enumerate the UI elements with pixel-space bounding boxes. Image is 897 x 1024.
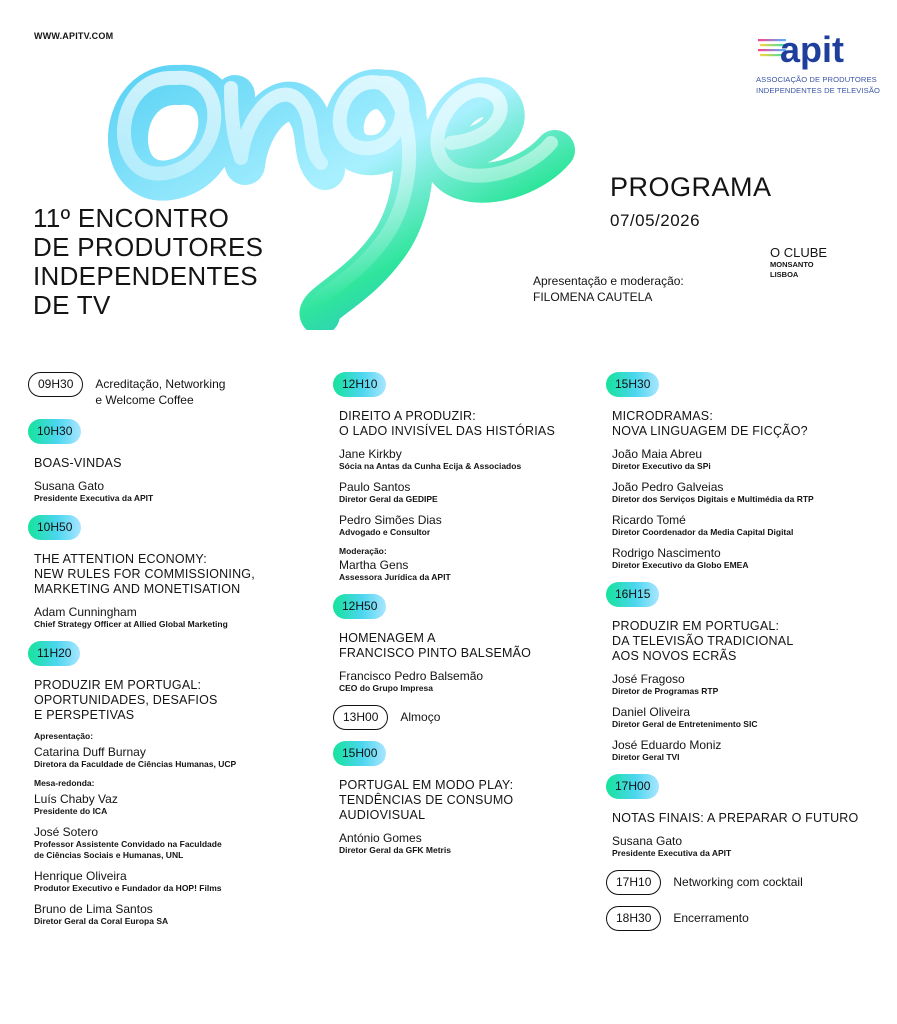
session-title-line: OPORTUNIDADES, DESAFIOS [34,693,218,707]
speaker-role: Sócia na Antas da Cunha Ecija & Associados [339,461,522,471]
speaker [339,513,593,538]
session-title [34,552,308,597]
logo-subtitle-line: INDEPENDENTES DE TELEVISÃO [756,85,880,95]
schedule-session [606,372,891,571]
speaker-role: Diretor Geral TVI [612,752,680,762]
event-title-line: INDEPENDENTES [33,261,258,291]
event-title-line: DE TV [33,290,111,320]
schedule-column-1 [28,372,308,938]
venue-line: MONSANTO [770,260,814,269]
speaker-role: Diretor Coordenador da Media Capital Digital [612,527,794,537]
moderation-info [533,273,684,305]
session-title-line: E PERSPETIVAS [34,708,135,722]
session-title [612,409,891,439]
speaker [34,902,308,927]
time-badge: 15H00 [333,741,386,766]
session-title-line: DA TELEVISÃO TRADICIONAL [612,634,794,648]
speaker-name: José Sotero [34,825,99,839]
speaker-name: Rodrigo Nascimento [612,546,721,560]
speaker-role: Diretor dos Serviços Digitais e Multimédia da RTP [612,494,814,504]
session-title-line: NOVA LINGUAGEM DE FICÇÃO? [612,424,808,438]
speaker [612,447,891,472]
speaker-role: Diretor Geral da GFK Metris [339,845,451,855]
role-label: Mesa-redonda: [34,778,95,788]
speaker-role: Professor Assistente Convidado na Faculdade [34,839,222,849]
speaker [612,672,891,697]
moderation-label: Apresentação e moderação: [533,274,684,288]
speaker-name: Susana Gato [34,479,105,493]
time-badge: 17H10 [606,870,661,895]
schedule-item [606,870,891,895]
speaker-name: Adam Cunningham [34,605,137,619]
speaker-name: António Gomes [339,831,422,845]
schedule-session [333,741,593,856]
speaker-role: Diretor de Programas RTP [612,686,719,696]
speaker-name: Bruno de Lima Santos [34,902,153,916]
speaker [612,480,891,505]
speaker-role: Diretor Geral da Coral Europa SA [34,916,169,926]
speaker-name: Daniel Oliveira [612,705,691,719]
item-text: Acreditação, Networking [95,377,226,391]
speaker-role: Advogado e Consultor [339,527,431,537]
speaker-role: Presidente do ICA [34,806,108,816]
session-title-line: BOAS-VINDAS [34,456,122,470]
logo-wordmark: apit [780,29,845,70]
event-title [33,204,263,320]
speaker [612,738,891,763]
session-title-line: PRODUZIR EM PORTUGAL: [612,619,780,633]
time-badge: 09H30 [28,372,83,397]
speaker [339,831,593,856]
venue [770,245,827,280]
time-badge: 15H30 [606,372,659,397]
event-title-line: 11º ENCONTRO [33,203,230,233]
speaker-role: Diretor Geral de Entretenimento SIC [612,719,758,729]
time-badge: 16H15 [606,582,659,607]
session-title [34,456,308,471]
session-title-line: NOTAS FINAIS: A PREPARAR O FUTURO [612,811,859,825]
logo-subtitle [756,75,880,96]
session-title-line: DIREITO A PRODUZIR: [339,409,476,423]
speaker [612,546,891,571]
speaker-name: Ricardo Tomé [612,513,686,527]
speaker [339,480,593,505]
session-title-line: O LADO INVISÍVEL DAS HISTÓRIAS [339,424,556,438]
session-title-line: PORTUGAL EM MODO PLAY: [339,778,514,792]
moderator-name: FILOMENA CAUTELA [533,290,653,304]
session-title-line: TENDÊNCIAS DE CONSUMO [339,793,514,807]
speaker-name: Susana Gato [612,834,683,848]
session-title-line: AOS NOVOS ECRÃS [612,649,737,663]
session-title-line: THE ATTENTION ECONOMY: [34,552,207,566]
schedule-column-2 [333,372,593,867]
venue-line: LISBOA [770,270,799,279]
schedule-session [333,372,593,583]
session-title-line: AUDIOVISUAL [339,808,426,822]
schedule-session [28,515,308,630]
schedule-session [28,641,308,927]
speaker [339,669,593,694]
speaker [612,513,891,538]
session-title-line: MARKETING AND MONETISATION [34,582,241,596]
speaker-role: CEO do Grupo Impresa [339,683,433,693]
speaker-role: Chief Strategy Officer at Allied Global Marketing [34,619,228,629]
speaker-name: Pedro Simões Dias [339,513,442,527]
item-text: Encerramento [673,911,749,925]
website-url[interactable]: WWW.APITV.COM [34,31,114,41]
speaker-role: Presidente Executiva da APIT [612,848,732,858]
logo-subtitle-line: ASSOCIAÇÃO DE PRODUTORES [756,75,877,84]
speaker-role: Diretor Executivo da Globo EMEA [612,560,749,570]
speaker-role: Assessora Jurídica da APIT [339,572,451,582]
schedule-item [28,372,308,408]
schedule-column-3 [606,372,891,942]
speaker [339,558,593,583]
speaker [612,705,891,730]
time-badge: 10H50 [28,515,81,540]
schedule-session [606,582,891,763]
speaker-role: Produtor Executivo e Fundador da HOP! Films [34,883,222,893]
time-badge: 18H30 [606,906,661,931]
session-title-line: PRODUZIR EM PORTUGAL: [34,678,202,692]
speaker-name: Francisco Pedro Balsemão [339,669,484,683]
speaker [34,479,308,504]
time-badge: 12H10 [333,372,386,397]
speaker [339,447,593,472]
time-badge: 11H20 [28,641,80,666]
session-title-line: NEW RULES FOR COMMISSIONING, [34,567,255,581]
session-title-line: MICRODRAMAS: [612,409,714,423]
session-title-line: HOMENAGEM A [339,631,436,645]
schedule-item [333,705,593,730]
role-label: Moderação: [339,546,387,556]
speaker-name: João Maia Abreu [612,447,703,461]
speaker-role: Diretor Executivo da SPi [612,461,711,471]
time-badge: 10H30 [28,419,81,444]
speaker-name: José Fragoso [612,672,685,686]
session-title [339,778,593,823]
session-title [339,409,593,439]
speaker-role: Diretora da Faculdade de Ciências Humanas, UCP [34,759,237,769]
session-title [612,811,891,826]
venue-name: O CLUBE [770,245,828,260]
schedule-session [606,774,891,859]
session-title [612,619,891,664]
speaker-name: Paulo Santos [339,480,411,494]
speaker [34,792,308,817]
event-date: 07/05/2026 [610,211,701,230]
speaker-name: Martha Gens [339,558,409,572]
speaker-role: de Ciências Sociais e Humanas, UNL [34,850,184,860]
speaker-name: João Pedro Galveias [612,480,724,494]
schedule-session [28,419,308,504]
item-text: Almoço [400,710,441,724]
speaker [34,605,308,630]
item-text: e Welcome Coffee [95,393,194,407]
speaker [34,825,308,861]
item-text: Networking com cocktail [673,875,803,889]
schedule-session [333,594,593,694]
speaker [34,745,308,770]
speaker-name: Jane Kirkby [339,447,402,461]
speaker-name: José Eduardo Moniz [612,738,722,752]
speaker-role: Presidente Executiva da APIT [34,493,154,503]
time-badge: 17H00 [606,774,659,799]
speaker-name: Luís Chaby Vaz [34,792,118,806]
speaker-name: Henrique Oliveira [34,869,127,883]
speaker-role: Diretor Geral da GEDIPE [339,494,438,504]
time-badge: 13H00 [333,705,388,730]
programa-heading: PROGRAMA [610,172,772,202]
session-title [339,631,593,661]
speaker-name: Catarina Duff Burnay [34,745,146,759]
session-title [34,678,308,723]
schedule-item [606,906,891,931]
speaker [34,869,308,894]
session-title-line: FRANCISCO PINTO BALSEMÃO [339,646,532,660]
speaker [612,834,891,859]
role-label: Apresentação: [34,731,94,741]
time-badge: 12H50 [333,594,386,619]
event-title-line: DE PRODUTORES [33,232,264,262]
